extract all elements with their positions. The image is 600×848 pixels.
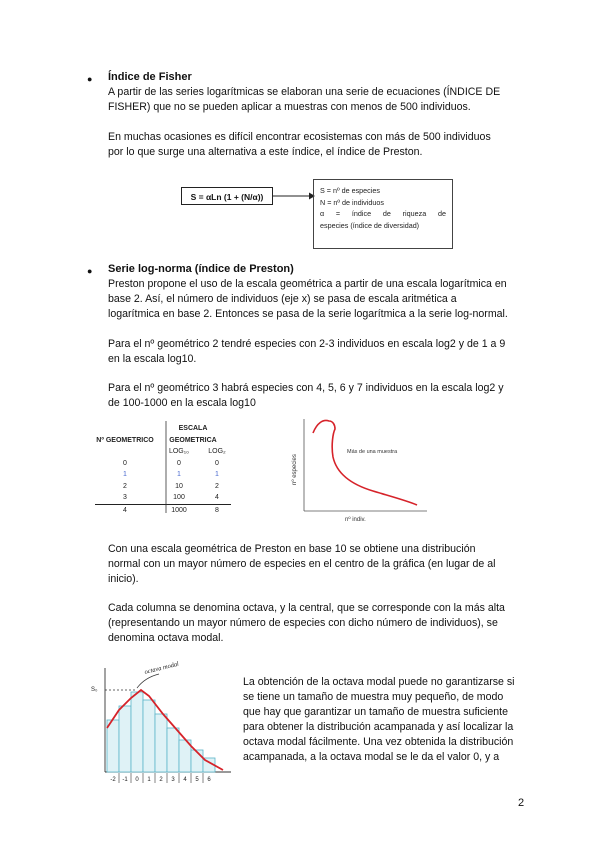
annotation-pointer [137, 674, 159, 688]
curve-annotation: Más de una muestra [347, 449, 398, 455]
paragraph-fisher-2 [108, 130, 528, 160]
paragraph-preston-5 [108, 601, 528, 646]
table-row [95, 469, 231, 481]
text-line: que hay que garantizar un tamaño de muestra suficiente [243, 706, 509, 718]
table-header: LOG₁₀ [168, 448, 190, 456]
text-line: para obtener la distribución acampanada y así localizar la [243, 721, 514, 733]
table-cell: 3 [123, 494, 127, 502]
x-tick-label: 1 [147, 777, 151, 783]
heading-fisher: Índice de Fisher [108, 71, 192, 83]
text-line: denomina octava modal. [108, 632, 224, 644]
octave-bar [191, 750, 203, 772]
table-header: LOG₂ [208, 448, 226, 456]
table-cell: 0 [177, 459, 181, 467]
text-line: A partir de las series logarítmicas se elaboran una serie de ecuaciones (ÍNDICE DE [108, 86, 501, 98]
text-line: por lo que surge una alternativa a este índice, el índice de Preston. [108, 146, 423, 158]
octave-bar [119, 706, 131, 772]
fisher-formula: S = αLn (1 + (N/α)) [181, 187, 273, 205]
table-header: Nº GEOMETRICO [96, 436, 154, 444]
table-cell: 2 [123, 482, 127, 490]
legend-line: α = índice de riqueza de [320, 209, 446, 218]
table-cell: 1 [123, 471, 127, 479]
bullet-marker: ● [87, 74, 93, 84]
x-tick-label: 6 [207, 777, 211, 783]
y-axis-label: nº especies [292, 454, 298, 485]
x-tick-label: 3 [171, 777, 175, 783]
paragraph-preston-6 [243, 675, 527, 765]
table-cell: 0 [123, 459, 127, 467]
table-cell: 1 [215, 471, 219, 479]
octave-bar [155, 714, 167, 772]
y-axis-label: S₀ [91, 687, 98, 693]
table-row [95, 504, 231, 516]
arrow-icon [273, 190, 315, 202]
table-cell: 8 [215, 506, 219, 514]
text-line: La obtención de la octava modal puede no garantizarse si [243, 676, 515, 688]
text-line: Para el nº geométrico 2 tendré especies con 2-3 individuos en escala log2 y de 1 a 9 [108, 338, 506, 350]
paragraph-fisher-1 [108, 85, 528, 115]
table-cell: 1 [177, 471, 181, 479]
legend-line: S = nº de especies [320, 186, 380, 195]
text-line: se tiene un tamaño de muestra muy pequeño, de modo [243, 691, 504, 703]
octave-bar [131, 692, 143, 772]
legend-line: N = nº de individuos [320, 197, 384, 207]
table-row [95, 492, 231, 504]
text-line: Con una escala geométrica de Preston en base 10 se obtiene una distribución [108, 543, 476, 555]
page-number: 2 [518, 797, 525, 809]
table-cell: 1000 [171, 506, 187, 514]
formula-legend [313, 179, 453, 249]
octave-modal-annotation: octava modal [143, 660, 180, 676]
x-tick-label: 0 [135, 777, 139, 783]
paragraph-preston-3 [108, 381, 528, 411]
sketch-species-curve [283, 415, 433, 527]
heading-preston: Serie log-norma (índice de Preston) [108, 263, 294, 275]
paragraph-preston-4 [108, 542, 528, 587]
text-line: en la escala log10. [108, 353, 197, 365]
text-line: En muchas ocasiones es difícil encontrar ecosistemas con más de 500 individuos [108, 131, 491, 143]
table-header: GEOMETRICA [169, 436, 217, 444]
text-line: (representando un mayor número de especies con dicho número de individuos), se [108, 617, 498, 629]
text-line: Para el nº geométrico 3 habrá especies con 4, 5, 6 y 7 individuos en la escala log2 y [108, 382, 504, 394]
octave-bar [167, 728, 179, 772]
table-cell: 0 [215, 459, 219, 467]
x-tick-label: 4 [183, 777, 187, 783]
table-cell: 4 [215, 494, 219, 502]
bullet-marker: ● [87, 266, 93, 276]
x-tick-label: -2 [110, 777, 116, 783]
x-tick-label: 2 [159, 777, 163, 783]
table-cell: 10 [175, 482, 183, 490]
text-line: normal con un mayor número de especies en el centro de la gráfica (en lugar de al [108, 558, 496, 570]
table-cell: 100 [173, 494, 185, 502]
table-header: ESCALA [178, 425, 208, 433]
table-row [95, 481, 231, 493]
table-column-dividers [165, 421, 195, 513]
legend-line: especies (índice de diversidad) [320, 220, 420, 230]
x-tick-labels [110, 777, 211, 783]
table-cell: 2 [215, 482, 219, 490]
text-line: Cada columna se denomina octava, y la central, que se corresponde con la más alta [108, 602, 505, 614]
paragraph-preston-1 [108, 277, 528, 322]
octave-bars [107, 692, 215, 772]
table-row [95, 458, 231, 470]
sketch-octave-histogram [85, 660, 235, 788]
text-line: octava modal fácilmente. Una vez obtenida la distribución [243, 736, 514, 748]
text-line: base 2. Así, el número de individuos (eje x) se pasa de escala aritmética a [108, 293, 457, 305]
paragraph-preston-2 [108, 337, 528, 367]
text-line: acampanada, a la octava modal se le da el valor 0, y a [243, 751, 500, 763]
text-line: Preston propone el uso de la escala geométrica a partir de una escala logarítmica en [108, 278, 507, 290]
x-tick-label: -1 [122, 777, 128, 783]
table-cell: 4 [123, 506, 127, 514]
text-line: FISHER) que no se pueden aplicar a muestras con menos de 500 individuos. [108, 101, 471, 113]
octave-bar [107, 720, 119, 772]
octave-bar [143, 700, 155, 772]
text-line: logarítmica en base 2. Entonces se pasa de la serie logarítmica a la serie log-normal. [108, 308, 508, 320]
species-curve [313, 421, 417, 506]
text-line: inicio). [108, 573, 139, 585]
text-line: de 100-1000 en la escala log10 [108, 397, 256, 409]
x-axis-label: nº indiv. [345, 517, 366, 523]
x-tick-label: 5 [195, 777, 199, 783]
octave-table [95, 423, 231, 516]
